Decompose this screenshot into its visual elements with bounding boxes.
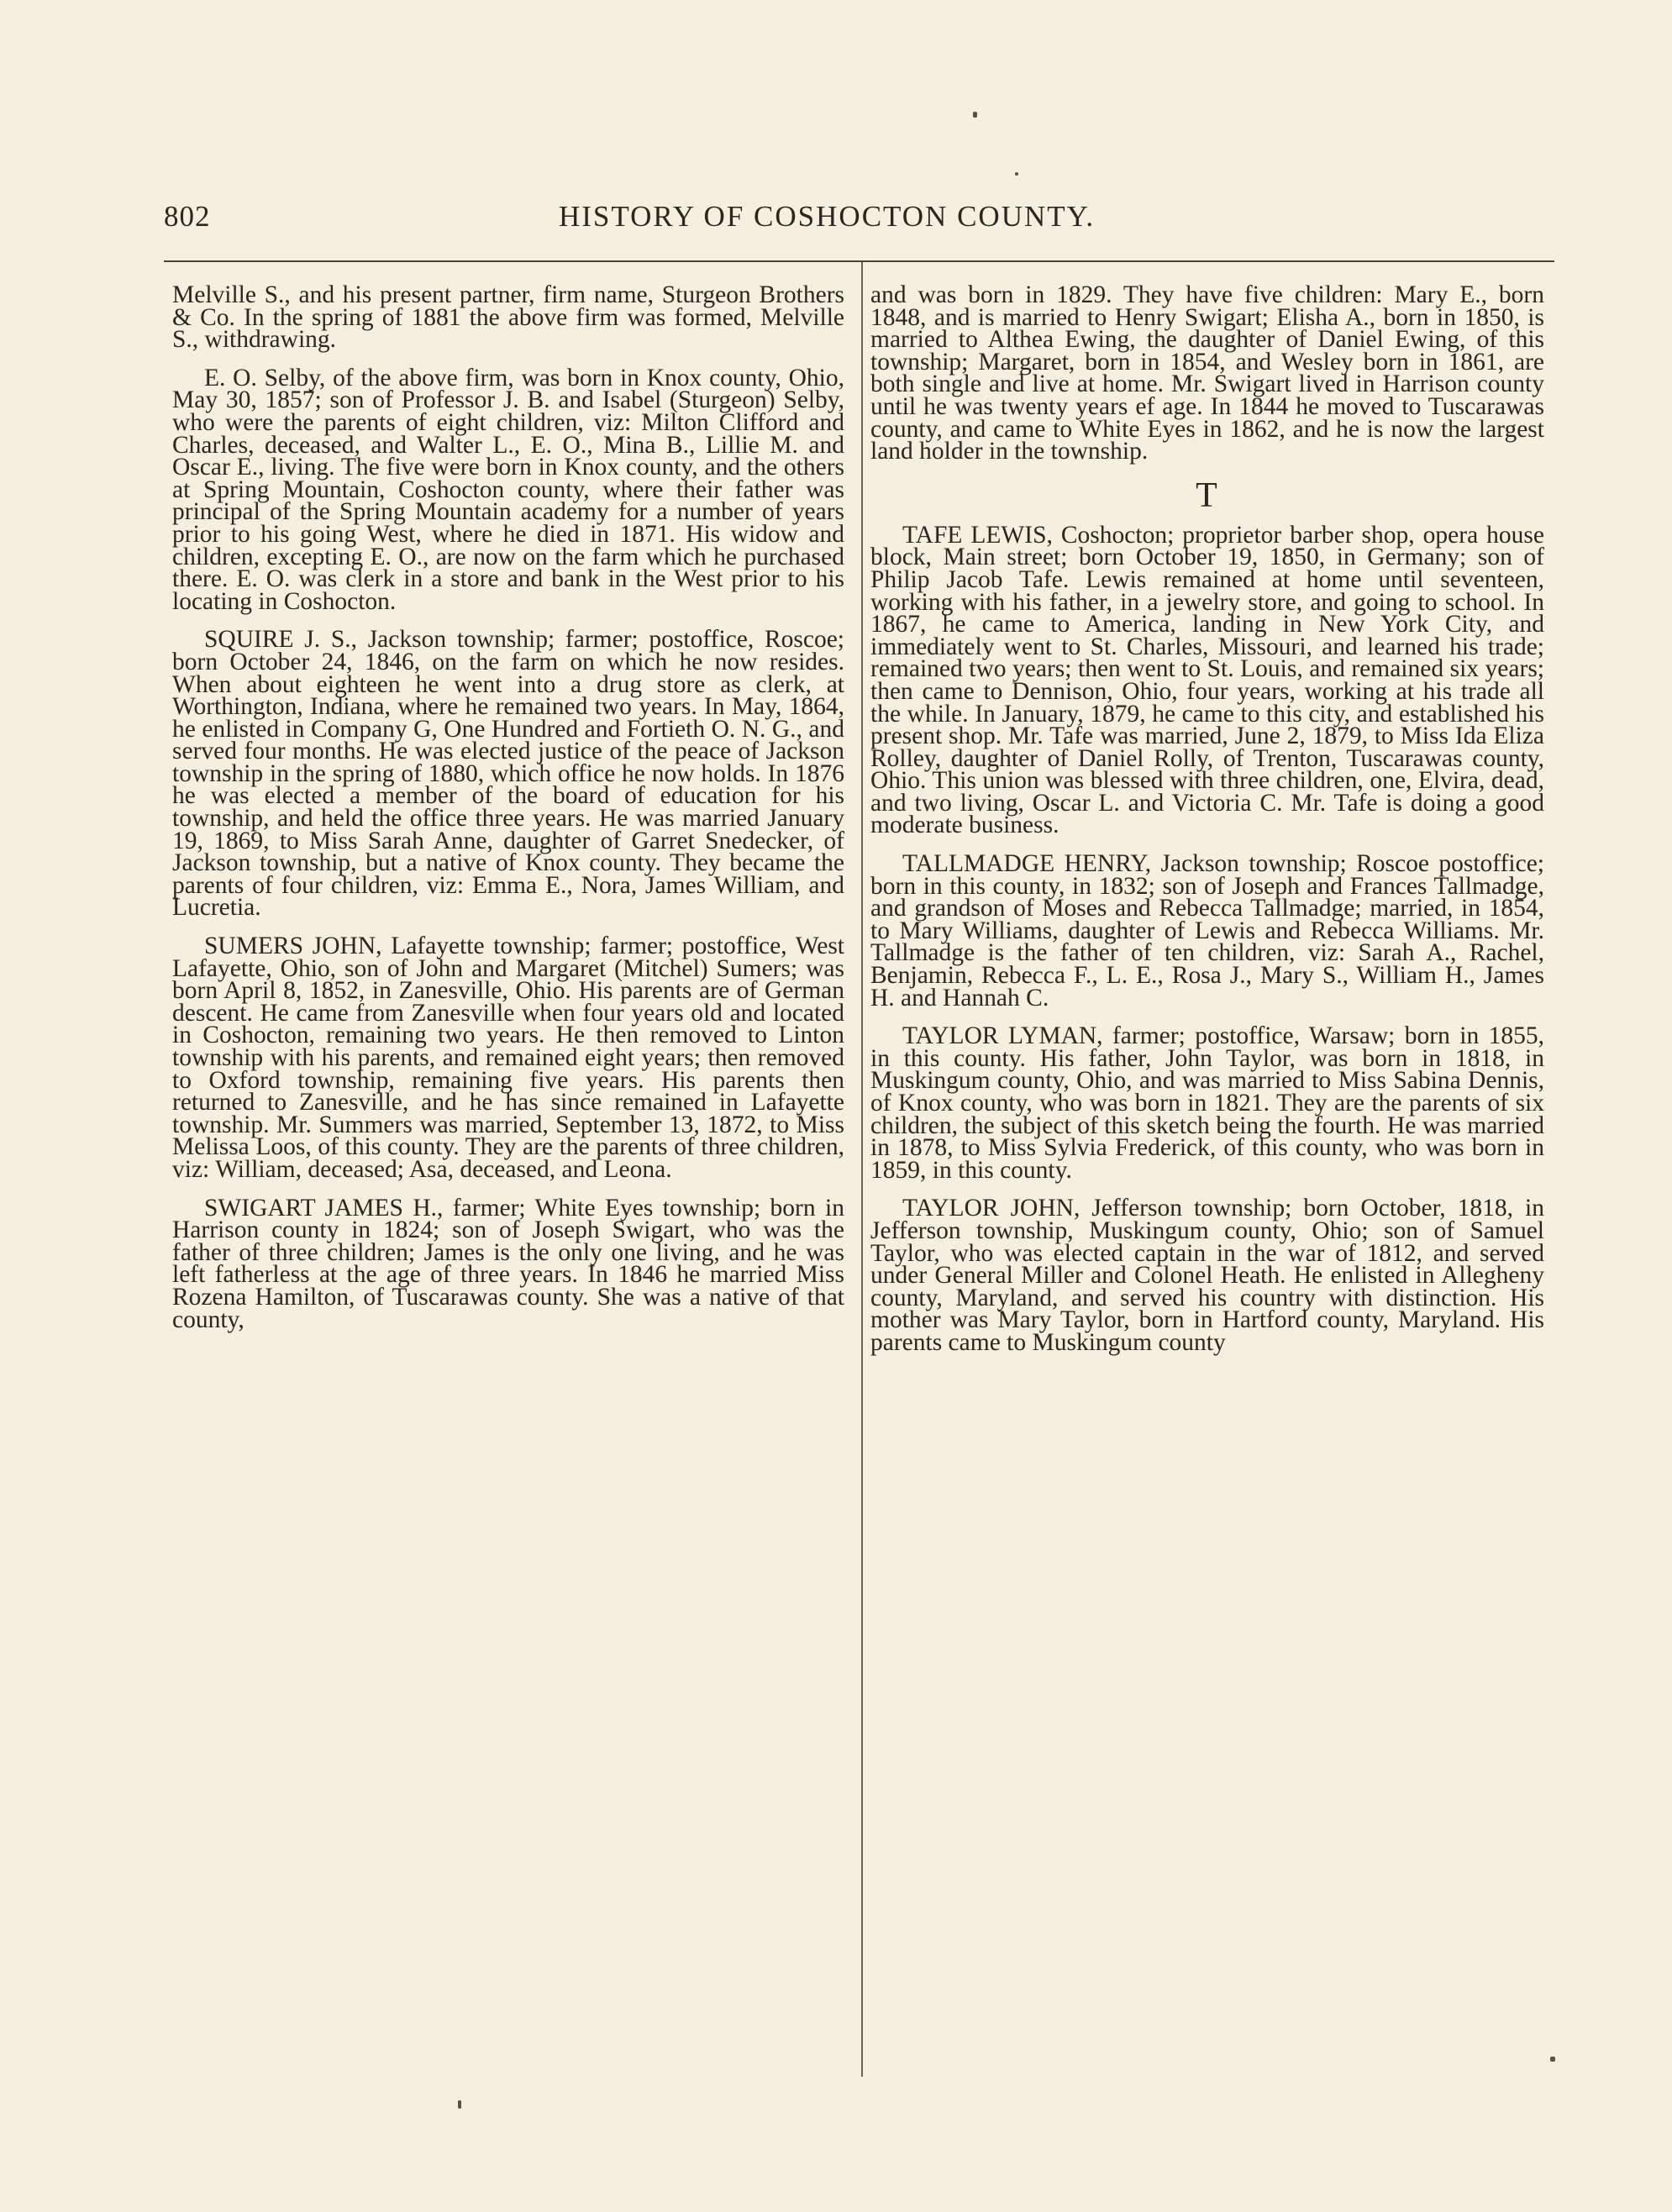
entry-taylor-lyman: TAYLOR LYMAN, farmer; postoffice, Warsaw; born in 1855, in this county. His father, John Taylor, was born in 1818, in Muskingum county, Ohio, and was married to Miss Sabina Dennis, of Knox county, who was born in 1821. They are the parents of six children, the subject of this sketch being the fourth. He was married in 1878, to Miss Sylvia Frederick, of this county, who was born in 1859, in this county. — [870, 1022, 1544, 1184]
print-speck — [1550, 2057, 1555, 2062]
paragraph-sturgeon-continuation: Melville S., and his present partner, firm name, Sturgeon Brothers & Co. In the spring of 1881 the above firm was formed, Melville S., withdrawing. — [172, 281, 844, 354]
left-column — [172, 281, 844, 1333]
entry-taylor-john: TAYLOR JOHN, Jefferson township; born October, 1818, in Jefferson township, Muskingum county, Ohio; son of Samuel Taylor, who was elected captain in the war of 1812, and served under General Miller and Colonel Heath. He enlisted in Allegheny county, Maryland, and served his country with distinction. His mother was Mary Taylor, born in Hartford county, Maryland. His parents came to Muskingum county — [870, 1195, 1544, 1356]
right-column — [870, 281, 1544, 1356]
running-title: HISTORY OF COSHOCTON COUNTY. — [559, 200, 1096, 233]
entry-squire: SQUIRE J. S., Jackson township; farmer; postoffice, Roscoe; born October 24, 1846, on the farm on which he now resides. When about eighteen he went into a drug store as clerk, at Worthington, Indiana, where he remained two years. In May, 1864, he enlisted in Company G, One Hundred and Fortieth O. N. G., and served four months. He was elected justice of the peace of Jackson township in the spring of 1880, which office he now holds. In 1876 he was elected a member of the board of education for his township, and held the office three years. He was married January 19, 1869, to Miss Sarah Anne, daughter of Garret Snedecker, of Jackson township, but a native of Knox county. They became the parents of four children, viz: Emma E., Nora, James William, and Lucretia. — [172, 626, 844, 922]
paragraph-swigart-continuation: and was born in 1829. They have five children: Mary E., born 1848, and is married to Henry Swigart; Elisha A., born in 1850, is married to Althea Ewing, the daughter of Daniel Ewing, of this township; Margaret, born in 1854, and Wesley born in 1861, are both single and live at home. Mr. Swigart lived in Harrison county until he was twenty years ef age. In 1844 he moved to Tuscarawas county, and came to White Eyes in 1862, and he is now the largest land holder in the township. — [870, 281, 1544, 465]
print-speck — [1015, 172, 1018, 176]
entry-sumers: SUMERS JOHN, Lafayette township; farmer; postoffice, West Lafayette, Ohio, son of John and Margaret (Mitchel) Sumers; was born April 8, 1852, in Zanesville, Ohio. His parents are of German descent. He came from Zanesville when four years old and located in Coshocton, remaining two years. He then removed to Linton township with his parents, and remained eight years; then removed to Oxford township, remaining five years. His parents then returned to Zanesville, and he has since remained in Lafayette township. Mr. Summers was married, September 13, 1872, to Miss Melissa Loos, of this county. They are the parents of three children, viz: William, deceased; Asa, deceased, and Leona. — [172, 933, 844, 1183]
header-rule — [164, 260, 1554, 262]
print-speck — [458, 2100, 461, 2109]
entry-tallmadge: TALLMADGE HENRY, Jackson township; Roscoe postoffice; born in this county, in 1832; son of Joseph and Frances Tallmadge, and grandson of Moses and Rebecca Tallmadge; married, in 1854, to Mary Williams, daughter of Lewis and Rebecca Williams. Mr. Tallmadge is the father of ten children, viz: Sarah A., Rachel, Benjamin, Rebecca F., L. E., Rosa J., Mary S., William H., James H. and Hannah C. — [870, 850, 1544, 1011]
print-speck — [973, 112, 977, 118]
section-letter: T — [1196, 476, 1219, 515]
page-number: 802 — [164, 200, 211, 233]
page-header — [164, 200, 1550, 234]
column-divider — [861, 262, 863, 2077]
entry-tafe: TAFE LEWIS, Coshocton; proprietor barber shop, opera house block, Main street; born October 19, 1850, in Germany; son of Philip Jacob Tafe. Lewis remained at home until seventeen, working with his father, in a jewelry store, and going to school. In 1867, he came to America, landing in New York City, and immediately went to St. Charles, Missouri, and learned his trade; remained two years; then went to St. Louis, and remained six years; then came to Dennison, Ohio, four years, working at his trade all the while. In January, 1879, he came to this city, and established his present shop. Mr. Tafe was married, June 2, 1879, to Miss Ida Eliza Rolley, daughter of Daniel Rolly, of Trenton, Tuscarawas county, Ohio. This union was blessed with three children, one, Elvira, dead, and two living, Oscar L. and Victoria C. Mr. Tafe is doing a good moderate business. — [870, 521, 1544, 839]
entry-swigart: SWIGART JAMES H., farmer; White Eyes township; born in Harrison county in 1824; son of Joseph Swigart, who was the father of three children; James is the only one living, and he was left fatherless at the age of three years. In 1846 he married Miss Rozena Hamilton, of Tuscarawas county. She was a native of that county, — [172, 1194, 844, 1333]
paragraph-selby: E. O. Selby, of the above firm, was born in Knox county, Ohio, May 30, 1857; son of Professor J. B. and Isabel (Sturgeon) Selby, who were the parents of eight children, viz: Milton Clifford and Charles, deceased, and Walter L., E. O., Mina B., Lillie M. and Oscar E., living. The five were born in Knox county, and the others at Spring Mountain, Coshocton county, where their father was principal of the Spring Mountain academy for a number of years prior to his going West, where he died in 1871. His widow and children, excepting E. O., are now on the farm which he purchased there. E. O. was clerk in a store and bank in the West prior to his locating in Coshocton. — [172, 364, 844, 615]
